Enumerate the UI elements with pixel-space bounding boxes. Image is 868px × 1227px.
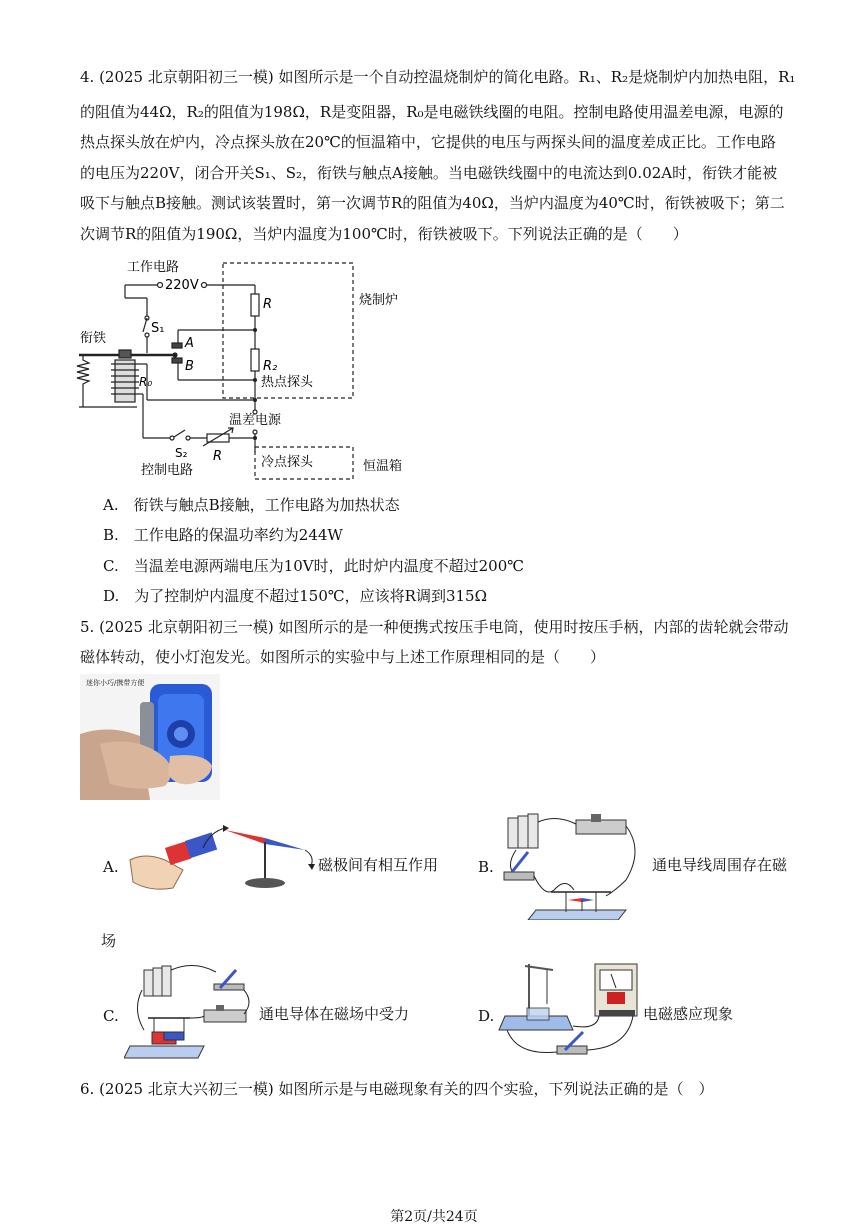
q4-option-a[interactable]: A. 衔铁与触点B接触，工作电路为加热状态 [103,496,400,514]
q4-line-2: 的阻值为44Ω，R₂的阻值为198Ω，R是变阻器，R₀是电磁铁线圈的电阻。控制电路使用温差电源，电源的 [80,103,784,121]
q5-option-b-text: 通电导线周围存在磁 [652,856,788,874]
q4-option-c[interactable]: C. 当温差电源两端电压为10V时，此时炉内温度不超过200℃ [103,557,525,575]
q5-option-c-letter[interactable]: C. [103,1007,119,1025]
q4-line-4: 的电压为220V，闭合开关S₁、S₂，衔铁与触点A接触。当电磁铁线圈中的电流达到0.02A时，衔铁才能被 [80,164,778,182]
option-b-figure [496,810,646,920]
q4-line-5: 吸下与触点B接触。测试该装置时，第一次调节R的阻值为40Ω，当炉内温度为40℃时，衔铁被吸下；第二 [80,194,785,212]
q4-line-1: 4. (2025 北京朝阳初三一模) 如图所示是一个自动控温烧制炉的简化电路。R₁、R₂是烧制炉内加热电阻，R₁ [80,68,796,86]
flashlight-photo [80,674,220,800]
q5-option-d-letter[interactable]: D. [478,1007,495,1025]
q4-option-d[interactable]: D. 为了控制炉内温度不超过150℃，应该将R调到315Ω [103,587,488,605]
q4-line-6: 次调节R的阻值为190Ω，当炉内温度为100℃时，衔铁被吸下。下列说法正确的是（ ） [80,225,688,243]
label-r-top: R [263,297,273,312]
q5-line-1: 5. (2025 北京朝阳初三一模) 如图所示的是一种便携式按压手电筒，使用时按压手柄，内部的齿轮就会带动 [80,618,789,636]
q6-line-1: 6. (2025 北京大兴初三一模) 如图所示是与电磁现象有关的四个实验，下列说法正确的是（ ） [80,1080,714,1098]
label-hot-probe: 热点探头 [261,375,314,390]
label-furnace: 烧制炉 [359,293,399,308]
label-control-circuit: 控制电路 [141,463,194,478]
q5-option-a-letter[interactable]: A. [103,858,119,876]
label-cold-probe: 冷点探头 [261,455,314,470]
label-temp-source: 温差电源 [229,413,282,428]
q4-option-b[interactable]: B. 工作电路的保温功率约为244W [103,526,343,544]
q5-option-b-text-cont: 场 [101,932,117,950]
label-contact-b: B [185,359,194,374]
label-work-circuit: 工作电路 [127,260,180,275]
label-r2: R₂ [263,359,278,374]
option-c-figure [124,960,259,1062]
label-armature: 衔铁 [80,331,107,346]
q5-option-a-text: 磁极间有相互作用 [318,856,439,874]
label-s2: S₂ [175,446,188,460]
option-a-figure [125,820,320,898]
q4-line-3: 热点探头放在炉内，冷点探头放在20℃的恒温箱中，它提供的电压与两探头间的温度差成正比。工作电路 [80,133,776,151]
option-d-figure [497,960,642,1064]
label-thermostat: 恒温箱 [363,459,403,474]
label-r0: R₀ [139,375,153,389]
page-number-footer: 第2页/共24页 [390,1209,478,1225]
q4-circuit-diagram [75,252,405,484]
q5-option-d-text: 电磁感应现象 [643,1005,734,1023]
photo-caption: 迷你小巧/携带方便 [86,679,145,687]
label-r-var: R [213,449,223,464]
label-s1: S₁ [151,321,165,336]
q5-line-2: 磁体转动，使小灯泡发光。如图所示的实验中与上述工作原理相同的是（ ） [80,648,606,666]
q5-option-b-letter[interactable]: B. [478,858,494,876]
q5-option-c-text: 通电导体在磁场中受力 [259,1005,410,1023]
label-contact-a: A [185,336,194,351]
label-voltage: 220V [165,278,199,293]
